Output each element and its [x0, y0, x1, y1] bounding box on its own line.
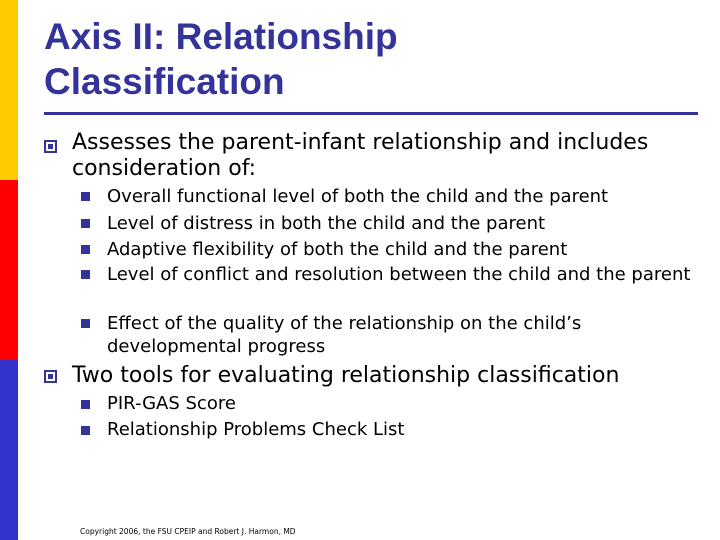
- side-color-bar: [0, 0, 18, 540]
- square-bullet-icon: [81, 245, 90, 254]
- slide-title-line-2: Classification: [44, 61, 285, 102]
- square-bullet-icon: [81, 192, 90, 201]
- sub-bullet-quality-effect: Effect of the quality of the relationship on the child’s developmental progress: [107, 313, 582, 357]
- copyright-footer: Copyright 2006, the FSU CPEIP and Robert J. Harmon, MD: [80, 527, 296, 536]
- side-bar-blue-segment: [0, 360, 18, 540]
- sub-bullet-pir-gas: PIR-GAS Score: [107, 393, 236, 414]
- square-bullet-icon: [44, 140, 57, 153]
- square-bullet-icon: [81, 426, 90, 435]
- bullet-two-tools: Two tools for evaluating relationship classification: [72, 363, 620, 388]
- side-bar-red-segment: [0, 180, 18, 360]
- slide-title-line-1: Axis II: Relationship: [44, 16, 398, 57]
- square-bullet-icon: [81, 270, 90, 279]
- sub-bullet-conflict: Level of conflict and resolution between the child and the parent: [107, 264, 691, 285]
- sub-bullet-problems-checklist: Relationship Problems Check List: [107, 419, 405, 440]
- bullet-assesses: Assesses the parent-infant relationship and includes consideration of:: [72, 130, 649, 181]
- square-bullet-icon: [81, 400, 90, 409]
- square-bullet-icon: [81, 219, 90, 228]
- sub-bullet-functional-level: Overall functional level of both the child and the parent: [107, 186, 609, 207]
- square-bullet-icon: [81, 319, 90, 328]
- title-underline: [44, 112, 698, 115]
- sub-bullet-distress: Level of distress in both the child and the parent: [107, 213, 546, 234]
- square-bullet-icon: [44, 370, 57, 383]
- slide-title: [44, 14, 684, 104]
- sub-bullet-adaptive-flexibility: Adaptive flexibility of both the child and the parent: [107, 239, 568, 260]
- side-bar-yellow-segment: [0, 0, 18, 180]
